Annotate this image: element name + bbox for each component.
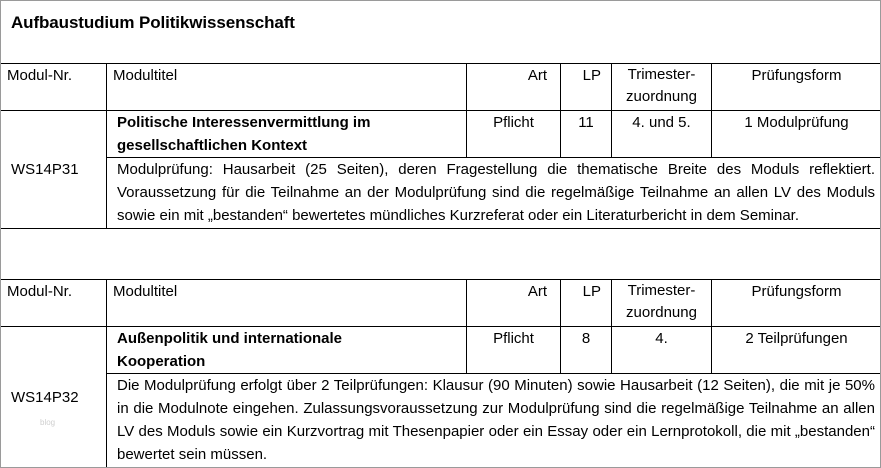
module-title-line1: Politische Interessenvermittlung im [117, 114, 371, 131]
header-pruefungsform: Prüfungsform [712, 64, 881, 111]
table-header-row [1, 280, 881, 327]
module-table-1 [0, 63, 881, 229]
header-modul-nr: Modul-Nr. [1, 64, 107, 111]
module-art: Pflicht [467, 327, 561, 374]
module-description: Modulprüfung: Hausarbeit (25 Seiten), deren Fragestellung die thematische Breite des Moduls reflektiert. Voraussetzung für die Teilnahme an der Modulprüfung sind die regelmäßige Teilnahme an allen LV des Moduls sowie ein mit „bestanden“ bewertetes mündliches Kurzreferat oder ein Literaturbericht in dem Seminar. [107, 158, 881, 229]
header-art: Art [467, 280, 561, 327]
module-description: Die Modulprüfung erfolgt über 2 Teilprüfungen: Klausur (90 Minuten) sowie Hausarbeit (12 Seiten), die mit je 50% in die Modulnote eingehen. Zulassungsvoraussetzung zur Modulprüfung sind die regelmäßige Teilnahme an allen LV des Moduls sowie ein Kurzvortrag mit Thesenpapier oder ein Essay oder ein Lernprotokoll, die mit „bestanden“ bewertet sein müssen. [107, 374, 881, 468]
header-modul-nr: Modul-Nr. [1, 280, 107, 327]
header-trimester-line2: zuordnung [626, 88, 697, 105]
module-art: Pflicht [467, 111, 561, 158]
module-title-line2: gesellschaftlichen Kontext [117, 137, 308, 154]
module-title [107, 111, 467, 158]
header-modultitel: Modultitel [107, 64, 467, 111]
header-lp: LP [561, 64, 612, 111]
header-art: Art [467, 64, 561, 111]
header-modultitel: Modultitel [107, 280, 467, 327]
header-trimester-line1: Trimester- [627, 66, 696, 83]
header-trimester-line1: Trimester- [627, 282, 696, 299]
module-table-2 [0, 279, 881, 468]
module-trimester: 4. und 5. [612, 111, 712, 158]
header-trimester-line2: zuordnung [626, 304, 697, 321]
module-nr: WS14P32 [1, 327, 107, 468]
header-pruefungsform: Prüfungsform [712, 280, 881, 327]
table-header-row [1, 64, 881, 111]
module-pruefungsform: 1 Modulprüfung [712, 111, 881, 158]
module-description-row [1, 158, 881, 229]
module-nr: WS14P31 [1, 111, 107, 229]
module-title [107, 327, 467, 374]
header-lp: LP [561, 280, 612, 327]
module-pruefungsform: 2 Teilprüfungen [712, 327, 881, 374]
header-trimester [612, 64, 712, 111]
module-title-line2: Kooperation [117, 353, 206, 370]
page-title: Aufbaustudium Politikwissenschaft [11, 13, 295, 32]
module-row [1, 111, 881, 158]
module-lp: 11 [561, 111, 612, 158]
module-title-line1: Außenpolitik und internationale [117, 330, 342, 347]
module-row [1, 327, 881, 374]
module-trimester: 4. [612, 327, 712, 374]
header-trimester [612, 280, 712, 327]
module-lp: 8 [561, 327, 612, 374]
module-description-row [1, 374, 881, 468]
watermark: blog [40, 418, 56, 427]
